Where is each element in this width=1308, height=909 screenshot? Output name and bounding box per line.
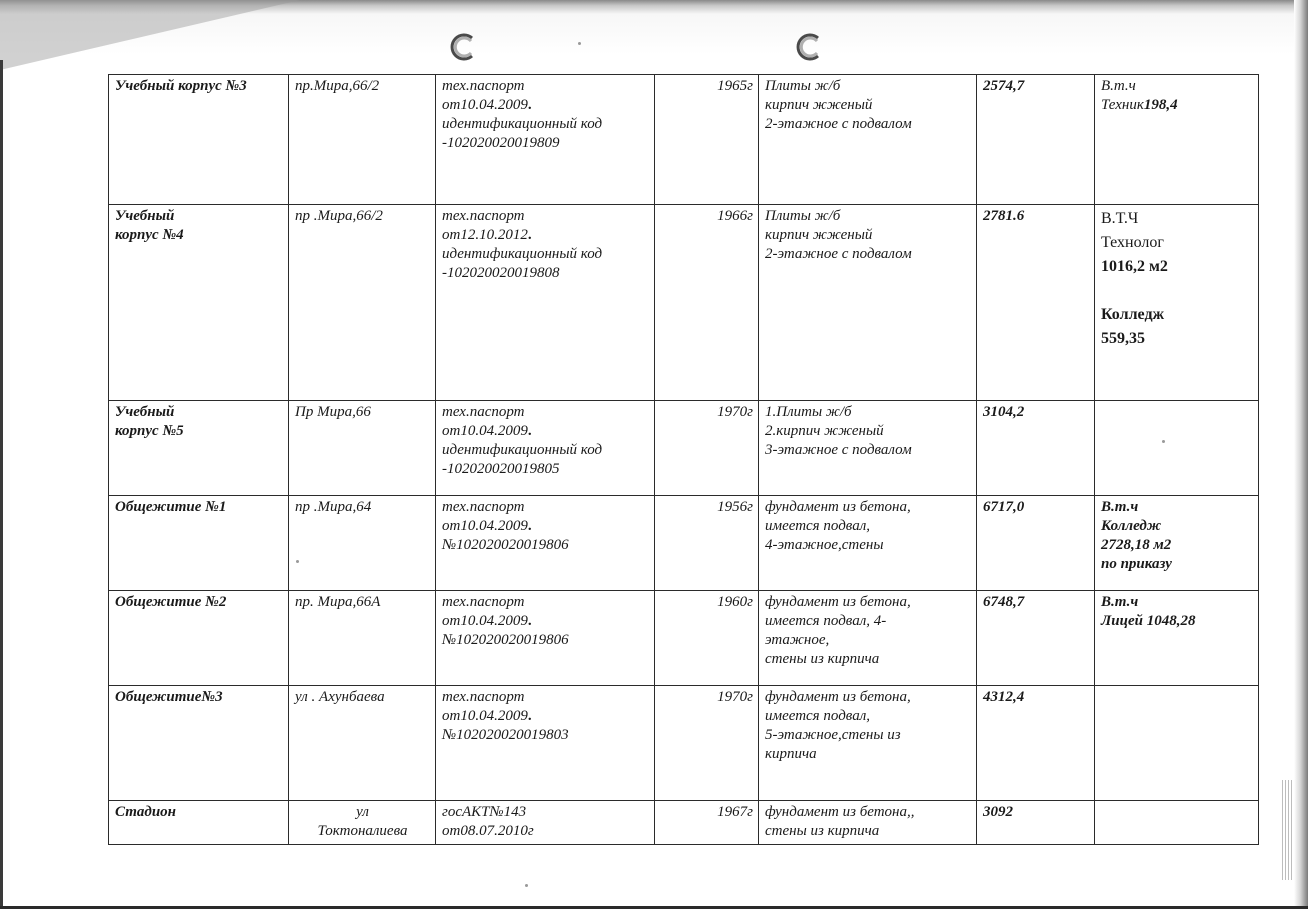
note-value: 1016,2 м2 Колледж 559,35: [1101, 258, 1168, 347]
note-cell: [1095, 205, 1259, 401]
document-dot: .: [527, 708, 532, 724]
punch-hole-icon: [790, 30, 824, 64]
document-code: идентификационный код -102020020019805: [442, 442, 603, 477]
description-cell: Плиты ж/б кирпич жженый 2-этажное с подвалом: [759, 205, 977, 401]
document-code: идентификационный код -102020020019808: [442, 246, 603, 281]
area-cell: 6717,0: [977, 496, 1095, 591]
building-name-cell: Общежитие№3: [109, 686, 289, 801]
document-cell: [436, 591, 655, 686]
building-name-cell: Стадион: [109, 801, 289, 845]
note-text: В.Т.Ч Технолог: [1101, 210, 1164, 251]
document-text: тех.паспорт от10.04.2009: [442, 689, 528, 724]
scan-corner-fold: [0, 0, 300, 70]
year-cell: 1956г: [655, 496, 759, 591]
building-name-cell: Учебный корпус №5: [109, 401, 289, 496]
year-cell: 1970г: [655, 686, 759, 801]
table-row: [109, 801, 1259, 845]
document-cell: [436, 801, 655, 845]
document-dot: .: [527, 518, 532, 534]
document-code: №102020020019806: [442, 632, 569, 648]
area-cell: 3104,2: [977, 401, 1095, 496]
document-code: идентификационный код -102020020019809: [442, 116, 603, 151]
document-cell: [436, 75, 655, 205]
document-code: №102020020019803: [442, 727, 569, 743]
note-text: В.т.ч Техник: [1101, 78, 1144, 113]
year-cell: 1970г: [655, 401, 759, 496]
description-cell: Плиты ж/б кирпич жженый 2-этажное с подвалом: [759, 75, 977, 205]
year-cell: 1966г: [655, 205, 759, 401]
document-dot: .: [527, 423, 532, 439]
address-cell: ул Токтоналиева: [289, 801, 436, 845]
area-cell: 2781.6: [977, 205, 1095, 401]
document-text: тех.паспорт от10.04.2009: [442, 404, 528, 439]
description-cell: фундамент из бетона, имеется подвал, 5-этажное,стены из кирпича: [759, 686, 977, 801]
property-registry-table: [108, 74, 1259, 845]
document-cell: [436, 686, 655, 801]
document-cell: [436, 205, 655, 401]
scan-right-edge: [1294, 0, 1308, 909]
note-cell: В.т.ч Лицей 1048,28: [1095, 591, 1259, 686]
building-name-cell: Общежитие №1: [109, 496, 289, 591]
area-cell: 6748,7: [977, 591, 1095, 686]
area-cell: 3092: [977, 801, 1095, 845]
description-cell: 1.Плиты ж/б 2.кирпич жженый 3-этажное с подвалом: [759, 401, 977, 496]
building-name-cell: Учебный корпус №3: [109, 75, 289, 205]
building-name-cell: Общежитие №2: [109, 591, 289, 686]
note-cell: [1095, 401, 1259, 496]
table-row: [109, 401, 1259, 496]
document-text: тех.паспорт от10.04.2009: [442, 78, 528, 113]
table-row: [109, 686, 1259, 801]
scan-speck: [578, 42, 581, 45]
document-code: №102020020019806: [442, 537, 569, 553]
address-cell: пр.Мира,66/2: [289, 75, 436, 205]
document-text: тех.паспорт от10.04.2009: [442, 594, 528, 629]
description-cell: фундамент из бетона, имеется подвал, 4- этажное, стены из кирпича: [759, 591, 977, 686]
building-name-cell: Учебный корпус №4: [109, 205, 289, 401]
year-cell: 1960г: [655, 591, 759, 686]
address-cell: пр .Мира,66/2: [289, 205, 436, 401]
description-cell: фундамент из бетона, имеется подвал, 4-этажное,стены: [759, 496, 977, 591]
table-row: [109, 75, 1259, 205]
document-dot: .: [527, 227, 532, 243]
scan-left-edge: [0, 60, 3, 909]
description-cell: фундамент из бетона,, стены из кирпича: [759, 801, 977, 845]
year-cell: 1967г: [655, 801, 759, 845]
document-dot: .: [527, 97, 532, 113]
document-cell: [436, 401, 655, 496]
scan-speck: [525, 884, 528, 887]
document-text: тех.паспорт от10.04.2009: [442, 499, 528, 534]
document-cell: [436, 496, 655, 591]
document-text: тех.паспорт от12.10.2012: [442, 208, 528, 243]
note-cell: [1095, 686, 1259, 801]
address-cell: Пр Мира,66: [289, 401, 436, 496]
address-cell: пр .Мира,64: [289, 496, 436, 591]
table-row: [109, 496, 1259, 591]
area-cell: 2574,7: [977, 75, 1095, 205]
table-row: [109, 205, 1259, 401]
punch-hole-icon: [444, 30, 478, 64]
address-cell: пр. Мира,66А: [289, 591, 436, 686]
year-cell: 1965г: [655, 75, 759, 205]
note-value: 198,4: [1143, 97, 1178, 113]
note-cell: [1095, 801, 1259, 845]
document-text: госАКТ№143 от08.07.2010г: [442, 804, 534, 839]
scan-right-stripes: [1282, 780, 1292, 880]
note-cell: В.т.ч Колледж 2728,18 м2 по приказу: [1095, 496, 1259, 591]
table-row: [109, 591, 1259, 686]
note-cell: [1095, 75, 1259, 205]
area-cell: 4312,4: [977, 686, 1095, 801]
document-dot: .: [527, 613, 532, 629]
address-cell: ул . Ахунбаева: [289, 686, 436, 801]
